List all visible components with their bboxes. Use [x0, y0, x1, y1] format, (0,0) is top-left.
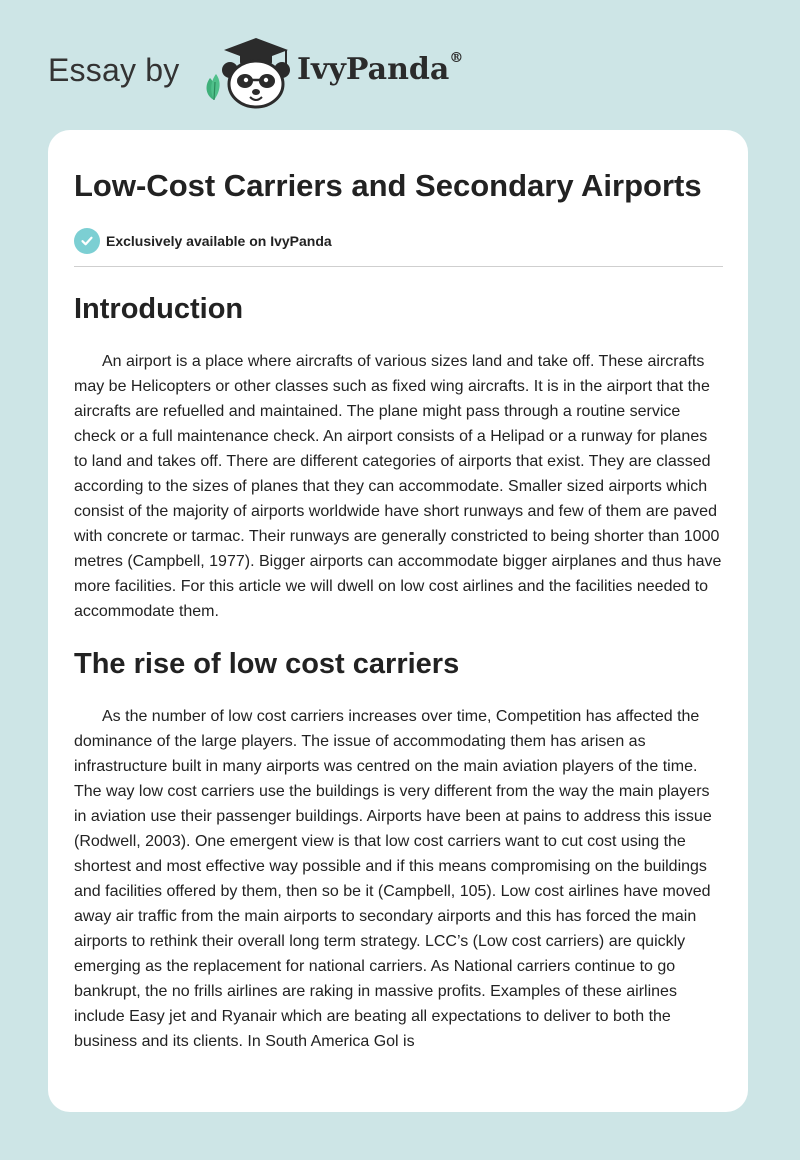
section-heading-introduction: Introduction: [74, 293, 244, 325]
brand-name[interactable]: [297, 52, 463, 87]
section-paragraph-introduction: An airport is a place where aircrafts of various sizes land and take off. These aircrafts may be Helicopters or other classes such as fixed wing aircrafts. It is in the airport that the aircrafts are refuelled and maintained. The plane might pass through a routine service check or a full maintenance check. An airport consists of a Helipad or a runway for planes to land and takes off. There are different categories of airports that exist. They are classed according to the sizes of planes that they can accommodate. Smaller sized airports which consist of the majority of airports worldwide have short runways and few of them are paved with concrete or tarmac. Their runways are generally constricted to being shorter than 1000 metres (Campbell, 1977). Bigger airports can accommodate bigger airplanes and thus have more facilities. For this article we will dwell on low cost airlines and the facilities needed to accommodate them.: [74, 353, 722, 620]
exclusive-badge: [74, 228, 723, 254]
section-heading-rise: The rise of low cost carriers: [74, 648, 460, 680]
divider: [74, 266, 723, 267]
check-circle-icon: [74, 228, 100, 254]
essay-by-label: Essay by: [48, 52, 180, 88]
checkmark-icon: [80, 234, 94, 248]
exclusive-badge-text: Exclusively available on IvyPanda: [106, 233, 332, 249]
article-content: [74, 130, 723, 1054]
site-header: [0, 0, 800, 130]
panda-logo-icon[interactable]: [200, 34, 296, 110]
registered-mark: ®: [449, 50, 464, 66]
article-card: [48, 130, 748, 1112]
section-paragraph-rise: As the number of low cost carriers increases over time, Competition has affected the dominance of the large players. The issue of accommodating them has arisen as infrastructure built in many airports was centred on the main aviation players of the time. The way low cost carriers use the buildings is very different from the way the main players in aviation use their passenger buildings. Airports have been at pains to address this issue (Rodwell, 2003). One emergent view is that low cost carriers want to cut cost using the shortest and most effective way possible and if this means compromising on the buildings and facilities offered by them, then so be it (Campbell, 105). Low cost airlines have moved away air traffic from the main airports to secondary airports and this has forced the main airports to rethink their overall long term strategy. LCC’s (Low cost carriers) are quickly emerging as the replacement for national carriers. As National carriers continue to go bankrupt, the no frills airlines are raking in massive profits. Examples of these airlines include Easy jet and Ryanair which are beating all expectations to deliver to both the business and its clients. In South America Gol is: [74, 708, 712, 1050]
article-title: Low-Cost Carriers and Secondary Airports: [74, 168, 702, 203]
brand-text: IvyPanda: [297, 52, 450, 87]
leaf-icon: [207, 74, 220, 100]
